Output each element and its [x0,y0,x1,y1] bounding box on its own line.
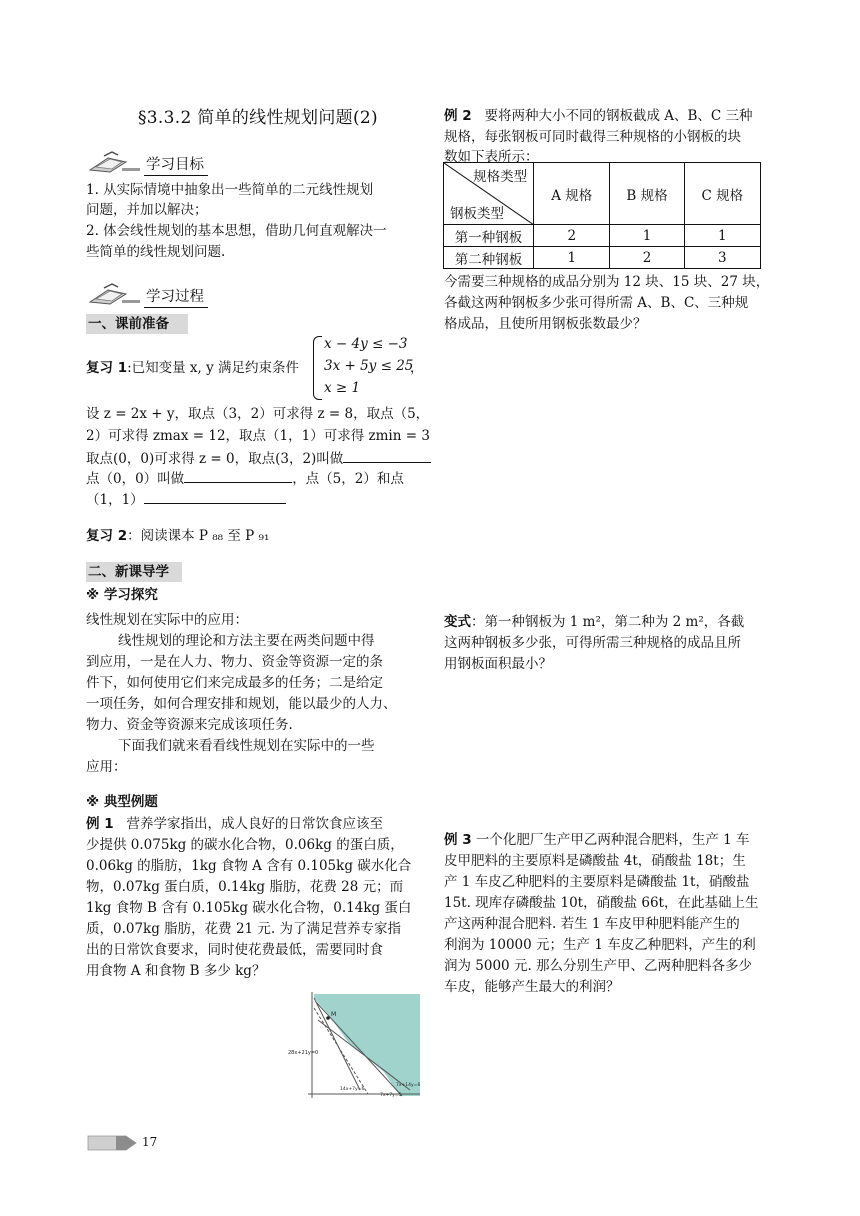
review1-line: 设 z = 2x + y，取点（3，2）可求得 z = 8，取点（5， [86,406,430,422]
variant-label: 变式 [444,614,471,630]
diag-top-label: 规格类型 [473,169,528,185]
constraint-tail: ， [410,360,424,376]
examples-heading: ※ 典型例题 [86,794,158,810]
example2-line: 规格，每张钢板可同时截得三种规格的小钢板的块 [444,129,741,145]
example2-after-line: 格成品，且使所用钢板张数最少？ [444,316,647,332]
example1-line: 少提供 0.075kg 的碳水化合物，0.06kg 的蛋白质， [86,837,404,853]
table-row [444,247,761,269]
explore-line: 一项任务，如何合理安排和规划，能以最少的人力、 [86,696,397,712]
process-heading-block [86,282,216,308]
example3-line: 15t. 现库存磷酸盐 10t，硝酸盐 66t，在此基础上生 [444,895,759,911]
objectives-heading: 学习目标 [146,157,204,173]
example3-line: 利润为 10000 元；生产 1 车皮乙种肥料，产生的利 [444,937,756,953]
example3-label: 例 3 [444,832,472,848]
page-number: 17 [142,1135,158,1149]
table-diagonal-header [444,163,534,225]
objective-line: 问题，并加以解决； [86,202,208,218]
explore-heading: ※ 学习探究 [86,587,158,603]
review2 [86,526,269,546]
explore-line: 下面我们就来看看线性规划在实际中的一些 [118,738,375,754]
example1-label: 例 1 [86,816,114,832]
page-footer [86,1134,160,1152]
example1-line: 物，0.07kg 蛋白质，0.14kg 脂肪，花费 28 元；而 [86,879,404,895]
example2-after-line: 今需要三种规格的成品分别为 12 块、15 块、27 块， [444,274,770,290]
table-cell: 2 [610,247,684,269]
table-cell: 3 [684,247,760,269]
example3-line: 产 1 车皮乙种肥料的主要原料是磷酸盐 1t，硝酸盐 [444,874,750,890]
review1-line [86,468,404,489]
example1-line: 0.06kg 的脂肪，1kg 食物 A 含有 0.105kg 碳水化合 [86,858,412,874]
example3-text: 一个化肥厂生产甲乙两种混合肥料，生产 1 车 [475,832,750,848]
review2-text: ：阅读课本 P ₈₈ 至 P ₉₁ [127,528,270,544]
constraint-1: x − 4y ≤ −3 [324,336,408,352]
page-title: §3.3.2 简单的线性规划问题(2) [138,108,378,128]
explore-line: 应用： [86,759,127,775]
answer-blank[interactable] [343,448,431,463]
diag-bottom-label: 钢板类型 [450,206,504,222]
row-name: 第一种钢板 [444,225,534,247]
example2-line [444,106,753,126]
example1-line: 质，0.07kg 脂肪，花费 21 元. 为了满足营养专家指 [86,921,402,937]
feasible-region-figure [288,990,422,1100]
example1-line: 出的日常饮食要求，同时使花费最低，需要同时食 [86,942,383,958]
column-header: A 规格 [534,163,610,225]
optimal-point [326,1016,330,1020]
objective-line: 1. 从实际情境中抽象出一些简单的二元线性规划 [86,182,374,198]
explore-line: 到应用，一是在人力、物力、资金等资源一定的条 [86,654,383,670]
review1-line-text: 取点(0，0)可求得 z = 0，取点(3，2)叫做 [86,451,344,467]
review2-label: 复习 2 [86,528,128,544]
review1-line-text: （1，1） [86,492,144,508]
example3-line: 车皮，能够产生最大的利润？ [444,979,620,995]
review1-text: :已知变量 x, y 满足约束条件 [127,360,300,376]
example2-after-line: 各截这两种钢板多少张可得所需 A、B、C、三种规 [444,295,749,311]
point-label: M [331,1011,337,1018]
variant-line: 用钢板面积最小？ [444,656,552,672]
review1-line-text: 点（0，0）叫做 [86,471,185,487]
constraint-3: x ≥ 1 [324,380,361,396]
column-header: B 规格 [610,163,684,225]
book-icon [86,282,142,306]
plate-table [443,162,761,269]
example1-line: 用食物 A 和食物 B 多少 kg？ [86,963,266,979]
section-prep: 一、课前准备 [88,316,169,332]
line-label: 7x+14y=6 [396,1083,421,1088]
example1-line: 1kg 食物 B 含有 0.105kg 碳水化合物，0.14kg 蛋白 [86,900,412,916]
review1 [86,358,299,378]
explore-line: 线性规划在实际中的应用： [86,612,248,628]
book-icon [86,150,142,174]
example2-text: 要将两种大小不同的钢板截成 A、B、C 三种 [484,108,753,124]
answer-blank[interactable] [184,468,292,483]
variant-line: 这两种钢板多少张，可得所需三种规格的成品且所 [444,635,741,651]
section-new: 二、新课导学 [88,564,169,580]
example1-line [86,814,383,834]
review1-line [86,489,286,510]
table-cell: 2 [534,225,610,247]
review1-line: 2）可求得 zmax = 12，取点（1，1）可求得 zmin = 3 [86,428,430,444]
example3-line: 润为 5000 元. 那么分别生产甲、乙两种肥料各多少 [444,958,753,974]
example1-text: 营养学家指出，成人良好的日常饮食应该至 [126,816,383,832]
review1-label: 复习 1 [86,360,128,376]
variant-line [444,612,744,632]
table-cell: 1 [684,225,760,247]
objective-line: 些简单的线性规划问题. [86,244,226,260]
answer-blank[interactable] [144,489,286,504]
explore-line: 件下，如何使用它们来完成最多的任务；二是给定 [86,675,383,691]
example3-line [444,830,750,850]
column-header: C 规格 [684,163,760,225]
line-label: 28x+21y=0 [288,1050,319,1056]
example2-line: 数如下表所示： [444,149,539,165]
objective-line: 2. 体会线性规划的基本思想，借助几何直观解决一 [86,223,387,239]
constraint-2: 3x + 5y ≤ 25 [324,358,414,374]
constraint-brace [313,336,322,400]
example2-label: 例 2 [444,108,472,124]
example3-line: 产这两种混合肥料. 若生 1 车皮甲种肥料能产生的 [444,916,740,932]
arrow-decoration-icon [86,1134,138,1152]
review1-line-text: ，点（5，2）和点 [292,471,404,487]
line-label: 7x+7y=5 [380,1093,402,1098]
table-row [444,225,761,247]
table-cell: 1 [610,225,684,247]
review1-line [86,448,431,469]
example3-line: 皮甲肥料的主要原料是磷酸盐 4t，硝酸盐 18t；生 [444,853,746,869]
explore-line: 物力、资金等资源来完成该项任务. [86,717,293,733]
explore-line: 线性规划的理论和方法主要在两类问题中得 [118,633,375,649]
variant-text: ：第一种钢板为 1 m²，第二种为 2 m²，各截 [471,614,745,630]
objectives-heading-block [86,150,216,176]
process-heading: 学习过程 [146,289,204,305]
row-name: 第二种钢板 [444,247,534,269]
table-cell: 1 [534,247,610,269]
line-label: 14x+7y=6 [340,1087,365,1092]
